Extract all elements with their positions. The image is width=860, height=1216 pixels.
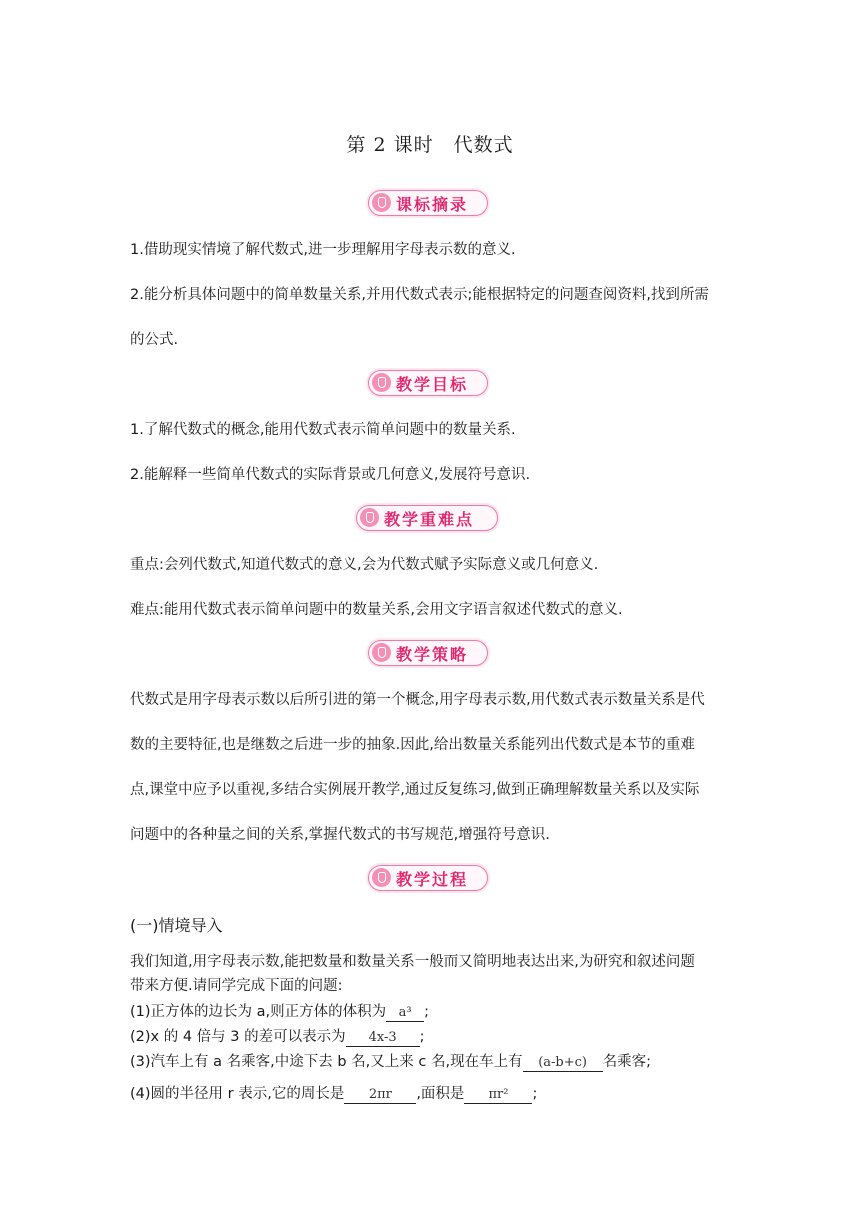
question-text: (4)圆的半径用 r 表示,它的周长是 [130, 1086, 345, 1102]
badge-icon [360, 508, 379, 527]
badge-label: 教学重难点 [384, 510, 475, 529]
mubiao-item-2: 2.能解释一些简单代数式的实际背景或几何意义,发展符号意识. [130, 467, 531, 483]
badge-label: 教学策略 [396, 645, 469, 664]
zhongdian-text: 重点:会列代数式,知道代数式的意义,会为代数式赋予实际意义或几何意义. [130, 557, 599, 573]
section-badge-kebiao [368, 190, 488, 216]
badge-label: 课标摘录 [396, 195, 469, 214]
question-4 [130, 1082, 537, 1104]
page-title: 第 2 课时 代数式 [346, 134, 514, 156]
kebiao-item-1: 1.借助现实情境了解代数式,进一步理解用字母表示数的意义. [130, 242, 516, 258]
mubiao-item-1: 1.了解代数式的概念,能用代数式表示简单问题中的数量关系. [130, 422, 516, 438]
question-1 [130, 1000, 429, 1022]
celue-line-1: 代数式是用字母表示数以后所引进的第一个概念,用字母表示数,用代数式表示数量关系是代 [130, 692, 705, 708]
section-badge-celue [368, 640, 488, 666]
question-text: ; [532, 1086, 538, 1102]
intro-line-2: 带来方便.请同学完成下面的问题: [130, 978, 343, 994]
question-text: ,面积是 [416, 1086, 465, 1102]
badge-icon [372, 868, 391, 887]
celue-line-2: 数的主要特征,也是继数之后进一步的抽象.因此,给出数量关系能列出代数式是本节的重难 [130, 737, 695, 753]
answer-blank: 4x-3 [346, 1030, 420, 1047]
question-text: (3)汽车上有 a 名乘客,中途下去 b 名,又上来 c 名,现在车上有 [130, 1054, 523, 1070]
kebiao-item-2-cont: 的公式. [130, 332, 179, 348]
celue-line-3: 点,课堂中应予以重视,多结合实例展开教学,通过反复练习,做到正确理解数量关系以及实际 [130, 782, 700, 798]
question-text: ; [424, 1004, 430, 1020]
question-2 [130, 1025, 425, 1047]
answer-blank: 2πr [344, 1087, 416, 1104]
badge-label: 教学目标 [396, 375, 469, 394]
question-text: ; [419, 1029, 425, 1045]
question-text: 名乘客; [602, 1054, 651, 1070]
answer-blank: πr² [464, 1087, 532, 1104]
section-heading: (一)情境导入 [130, 916, 223, 935]
kebiao-item-2: 2.能分析具体问题中的简单数量关系,并用代数式表示;能根据特定的问题查阅资料,找到所需 [130, 287, 709, 303]
answer-blank: (a-b+c) [523, 1055, 603, 1072]
badge-icon [372, 643, 391, 662]
section-badge-mubiao [368, 370, 488, 396]
answer-blank: a³ [386, 1005, 424, 1022]
badge-icon [372, 373, 391, 392]
section-badge-zhongnan [356, 505, 498, 531]
badge-label: 教学过程 [396, 870, 469, 889]
intro-line-1: 我们知道,用字母表示数,能把数量和数量关系一般而又简明地表达出来,为研究和叙述问题 [130, 954, 695, 970]
question-text: (2)x 的 4 倍与 3 的差可以表示为 [130, 1029, 346, 1045]
nandian-text: 难点:能用代数式表示简单问题中的数量关系,会用文字语言叙述代数式的意义. [130, 602, 623, 618]
question-3 [130, 1050, 651, 1072]
section-badge-guocheng [368, 865, 488, 891]
badge-icon [372, 193, 391, 212]
celue-line-4: 问题中的各种量之间的关系,掌握代数式的书写规范,增强符号意识. [130, 827, 550, 843]
question-text: (1)正方体的边长为 a,则正方体的体积为 [130, 1004, 387, 1020]
